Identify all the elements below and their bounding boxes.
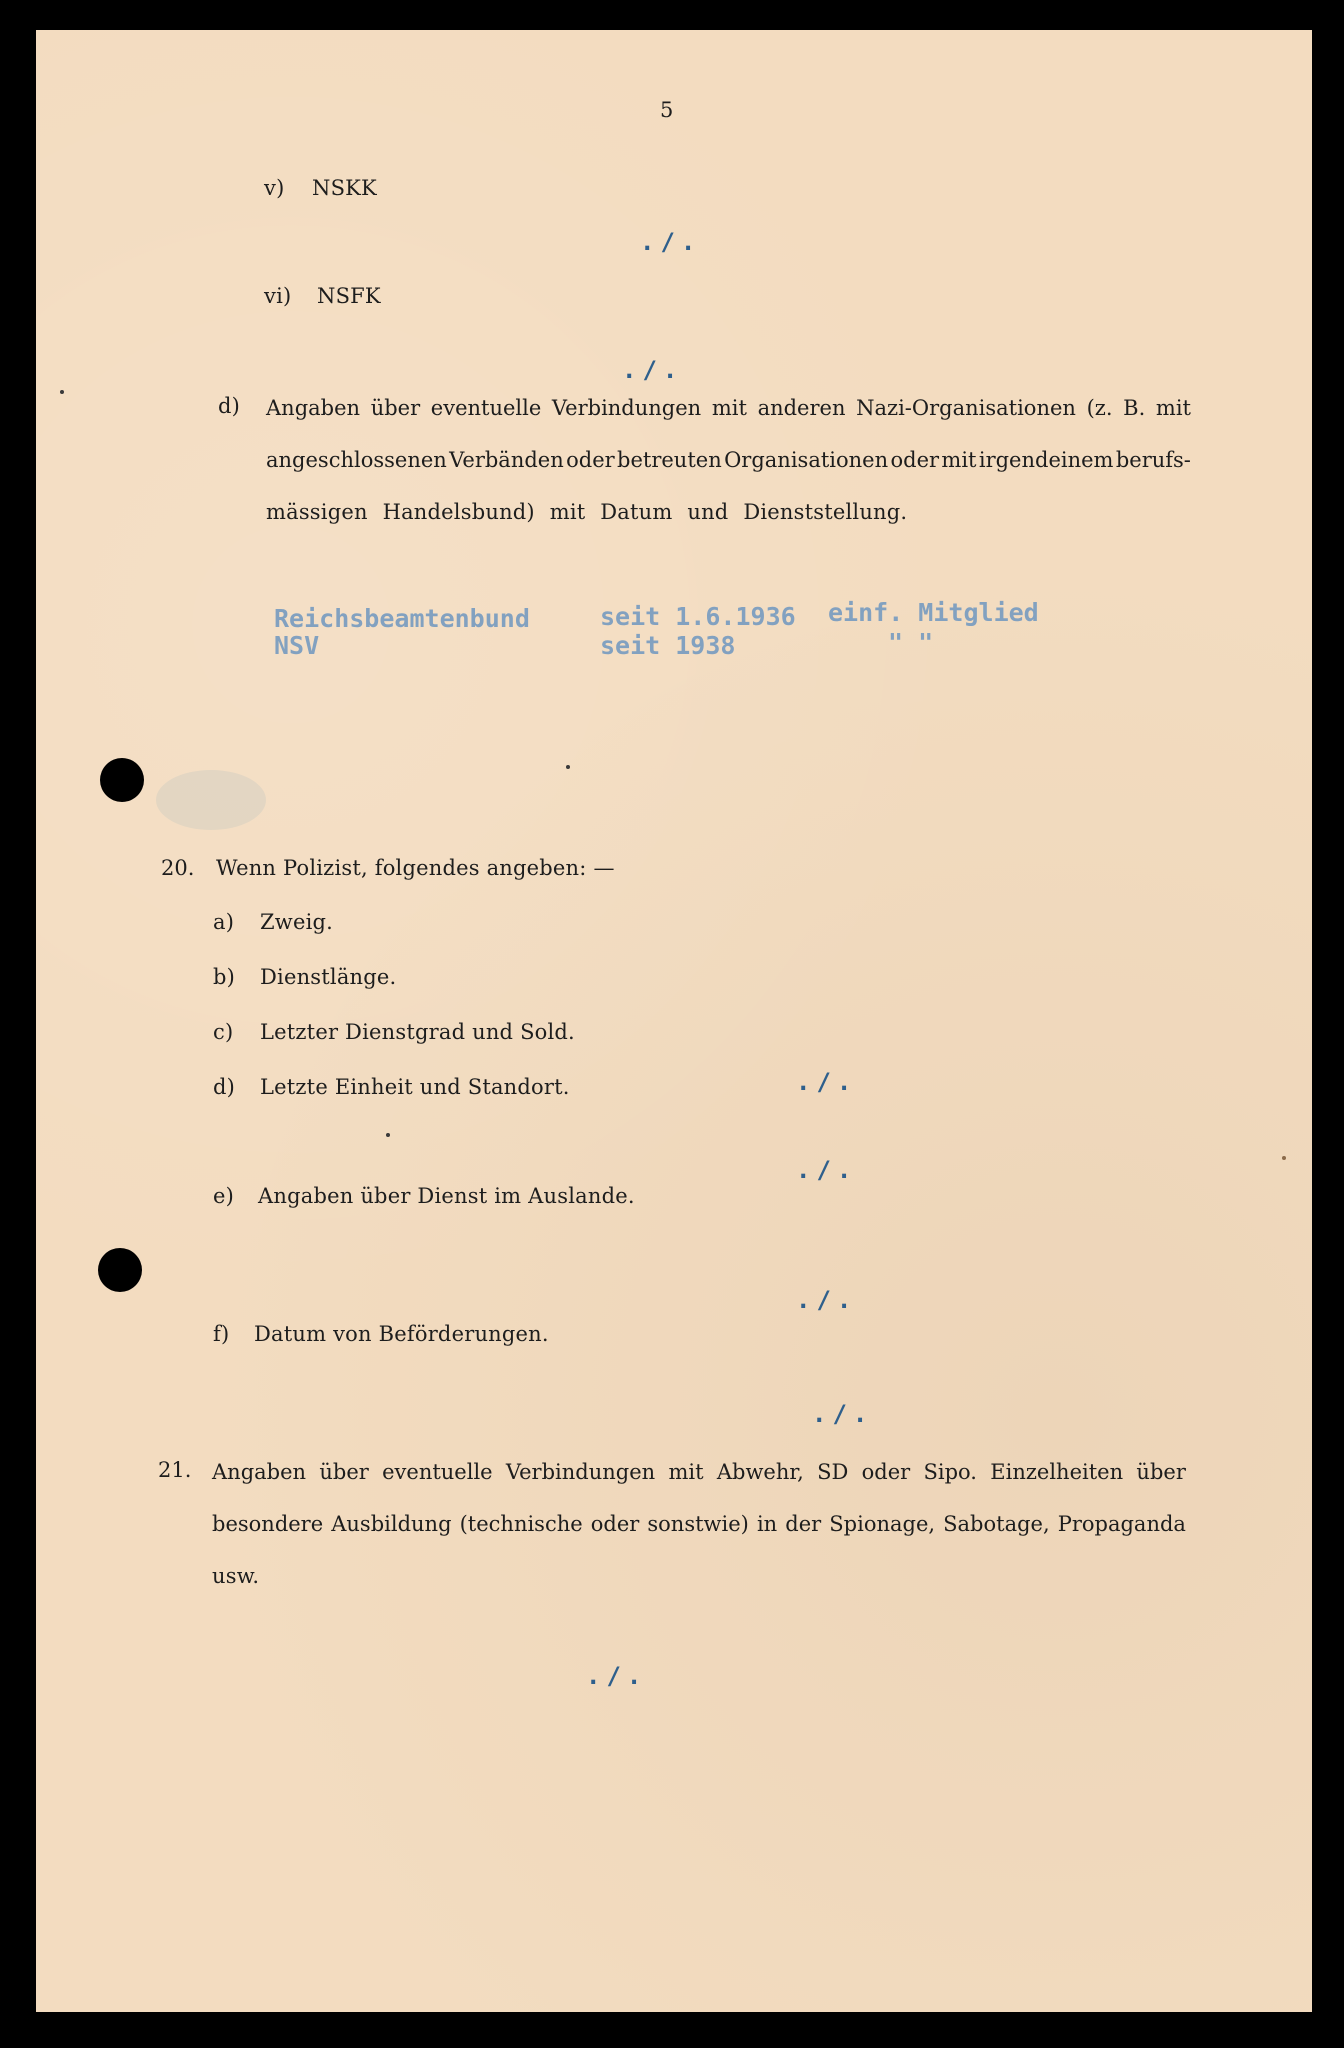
page-number: 5 xyxy=(660,98,674,122)
item-d-line-1-word: (z. xyxy=(1086,396,1113,420)
q21-line-2 xyxy=(212,1512,1186,1536)
q20-d-answer: ./. xyxy=(796,1068,858,1096)
q21-line-1-word: eventuelle xyxy=(382,1460,493,1484)
item-d-line-2-word: irgendeinem xyxy=(978,448,1114,472)
item-d-marker: d) xyxy=(218,394,241,418)
q20-c-label: Letzter Dienstgrad und Sold. xyxy=(260,1020,575,1044)
q21-line-2-word: Ausbildung xyxy=(331,1512,452,1536)
q20-a-label: Zweig. xyxy=(260,910,334,934)
q20-f-label: Datum von Beförderungen. xyxy=(254,1322,549,1346)
item-d-line-1-word: Nazi-Organisationen xyxy=(856,396,1076,420)
q20-e-label: Angaben über Dienst im Auslande. xyxy=(258,1184,635,1208)
q21-line-1-word: über xyxy=(319,1460,369,1484)
item-d-line-2 xyxy=(266,448,1191,472)
item-d-line-1-word: über xyxy=(370,396,421,420)
q20-c-marker: c) xyxy=(213,1020,234,1044)
q21-line-2-word: besondere xyxy=(212,1512,324,1536)
item-d-line-2-word: oder xyxy=(566,448,615,472)
q21-answer: ./. xyxy=(586,1662,648,1690)
q20-e-marker: e) xyxy=(213,1184,235,1208)
punch-hole-bottom xyxy=(98,1248,142,1292)
q21-number: 21. xyxy=(158,1458,192,1482)
q21-line-1-word: Einzelheiten xyxy=(990,1460,1124,1484)
item-d-line-1 xyxy=(266,396,1191,420)
q21-line-2-word: sonstwie) xyxy=(647,1512,749,1536)
q21-line-2-word: Sabotage, xyxy=(943,1512,1050,1536)
item-vi-label: NSFK xyxy=(317,284,381,308)
item-d-line-1-word: anderen xyxy=(757,396,846,420)
q20-b-label: Dienstlänge. xyxy=(260,965,397,989)
item-d-line-2-word: berufs- xyxy=(1115,448,1191,472)
q20-e-answer: ./. xyxy=(796,1156,858,1184)
q20-d-label: Letzte Einheit und Standort. xyxy=(260,1075,570,1099)
item-d-line-1-word: eventuelle xyxy=(430,396,542,420)
paper-speck xyxy=(566,765,570,769)
q21-line-1-word: Angaben xyxy=(212,1460,307,1484)
q21-line-1 xyxy=(212,1460,1186,1484)
item-vi-marker: vi) xyxy=(264,284,292,308)
paper-speck xyxy=(60,390,64,394)
item-v-label: NSKK xyxy=(312,176,377,200)
paper-speck xyxy=(386,1133,390,1137)
paper-speck xyxy=(1282,1156,1286,1160)
q21-line-2-word: der xyxy=(785,1512,822,1536)
q21-line-3: usw. xyxy=(212,1564,260,1588)
q21-line-1-word: Verbindungen xyxy=(505,1460,656,1484)
item-vi-answer: ./. xyxy=(622,356,684,384)
q21-line-2-word: in xyxy=(756,1512,778,1536)
typed-org-1: Reichsbeamtenbund xyxy=(274,604,530,633)
typed-since-2: seit 1938 xyxy=(600,631,736,660)
typed-org-2: NSV xyxy=(274,631,320,660)
q21-line-1-word: mit xyxy=(668,1460,704,1484)
typed-status-1: einf. Mitglied xyxy=(828,598,1039,627)
typed-status-2: " " xyxy=(888,628,934,657)
item-d-line-2-word: Organisationen xyxy=(724,448,889,472)
q21-line-1-word: oder xyxy=(861,1460,911,1484)
q21-line-2-word: (technische xyxy=(459,1512,583,1536)
q20-f-answer: ./. xyxy=(796,1286,858,1314)
item-d-line-2-word: oder xyxy=(890,448,940,472)
item-d-line-2-word: angeschlossenen xyxy=(266,448,447,472)
item-d-line-1-word: Verbindungen xyxy=(551,396,702,420)
item-v-answer: ./. xyxy=(640,228,702,256)
q21-line-1-word: Abwehr, xyxy=(716,1460,804,1484)
q20-number: 20. xyxy=(161,856,195,880)
q21-line-2-word: Spionage, xyxy=(829,1512,936,1536)
item-d-line-3: mässigen Handelsbund) mit Datum und Dienststellung. xyxy=(266,500,908,524)
item-d-line-1-word: mit xyxy=(1155,396,1191,420)
item-d-line-2-word: Verbänden xyxy=(449,448,564,472)
typed-since-1: seit 1.6.1936 xyxy=(600,602,796,631)
q21-line-2-word: Propaganda xyxy=(1057,1512,1186,1536)
q20-heading: Wenn Polizist, folgendes angeben: — xyxy=(216,856,615,880)
q21-line-1-word: Sipo. xyxy=(923,1460,977,1484)
punch-hole-top xyxy=(100,758,144,802)
document-page xyxy=(36,30,1312,2012)
q20-after-answer: ./. xyxy=(812,1400,874,1428)
item-v-marker: v) xyxy=(264,176,285,200)
q21-line-2-word: oder xyxy=(590,1512,640,1536)
q20-f-marker: f) xyxy=(213,1322,230,1346)
item-d-line-2-word: betreuten xyxy=(617,448,722,472)
item-d-line-1-word: Angaben xyxy=(266,396,361,420)
q21-line-1-word: über xyxy=(1136,1460,1186,1484)
item-d-line-2-word: mit xyxy=(941,448,977,472)
item-d-line-1-word: B. xyxy=(1123,396,1146,420)
q20-a-marker: a) xyxy=(213,910,235,934)
q20-b-marker: b) xyxy=(213,965,236,989)
ink-smudge xyxy=(156,770,266,830)
item-d-line-1-word: mit xyxy=(711,396,747,420)
q21-line-1-word: SD xyxy=(817,1460,849,1484)
q20-d-marker: d) xyxy=(213,1075,236,1099)
